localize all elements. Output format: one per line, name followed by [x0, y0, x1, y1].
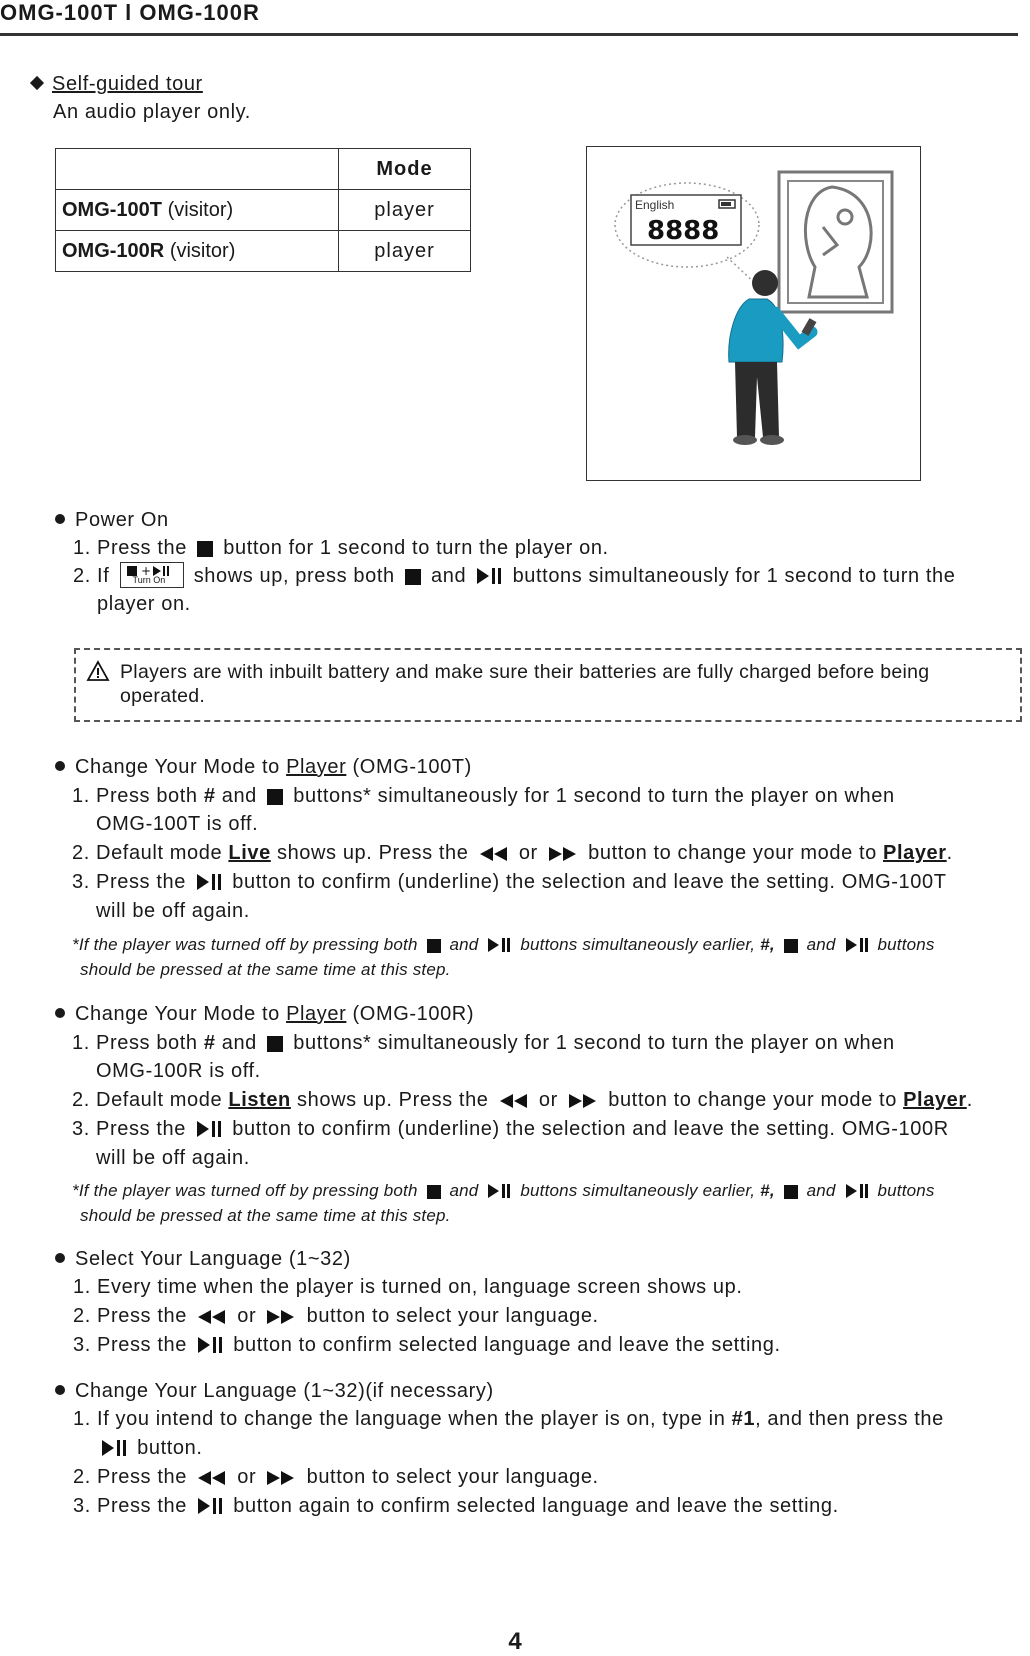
fast-forward-icon — [567, 1092, 599, 1110]
power-on-step-1: 1. Press the button for 1 second to turn the player on. — [73, 537, 609, 559]
table-row — [56, 190, 471, 231]
play-pause-icon — [486, 1182, 512, 1200]
stop-button-icon — [266, 1035, 284, 1053]
play-pause-icon — [486, 936, 512, 954]
table-header-row — [56, 149, 471, 190]
rewind-icon — [196, 1469, 228, 1487]
fast-forward-icon — [547, 845, 579, 863]
mode-100r-step-2: 2. Default mode Listen shows up. Press the or button to change your mode to Player. — [72, 1089, 973, 1111]
play-pause-icon — [844, 936, 870, 954]
play-pause-icon — [100, 1438, 128, 1458]
table-row — [56, 231, 471, 272]
warning-line-1: Players are with inbuilt battery and make sure their batteries are fully charged before being — [120, 661, 930, 683]
stop-button-icon — [266, 788, 284, 806]
play-pause-icon — [195, 1119, 223, 1139]
table-cell-mode: player — [339, 231, 471, 272]
play-pause-icon — [195, 872, 223, 892]
mode-100t-footnote-cont: should be pressed at the same time at this step. — [80, 960, 451, 979]
power-on-step-2: 2. If + Turn On shows up, press both and buttons simultaneously for 1 second to turn the — [73, 564, 956, 587]
rewind-icon — [498, 1092, 530, 1110]
select-language-heading: Select Your Language (1~32) — [55, 1245, 351, 1273]
warning-line-2: operated. — [120, 685, 206, 707]
mode-100t-step-1: 1. Press both # and buttons* simultaneously for 1 second to turn the player on when — [72, 785, 895, 807]
change-language-step-1-cont: button. — [97, 1434, 203, 1462]
rewind-icon — [478, 845, 510, 863]
power-on-heading: Power On — [55, 506, 169, 534]
mode-100t-step-1-cont: OMG-100T is off. — [96, 813, 259, 835]
table-cell-model: OMG-100T (visitor) — [56, 190, 339, 231]
mode-100t-step-3-cont: will be off again. — [96, 900, 250, 922]
select-language-step-1: 1. Every time when the player is turned on, language screen shows up. — [73, 1276, 743, 1298]
power-on-step-2-cont: player on. — [97, 593, 191, 615]
bullet-icon — [55, 514, 65, 524]
diamond-bullet-icon — [30, 76, 44, 90]
mode-100t-heading: Change Your Mode to Player (OMG-100T) — [55, 753, 472, 781]
play-pause-icon — [475, 566, 503, 586]
change-language-heading: Change Your Language (1~32)(if necessary) — [55, 1377, 494, 1405]
svg-text:+: + — [140, 564, 152, 578]
table-cell-model: OMG-100R (visitor) — [56, 231, 339, 272]
select-language-step-3: 3. Press the button to confirm selected language and leave the setting. — [73, 1334, 781, 1356]
stop-button-icon — [426, 1184, 442, 1200]
mode-100t-step-2: 2. Default mode Live shows up. Press the or button to change your mode to Player. — [72, 842, 953, 864]
visitor-with-player-image — [587, 147, 920, 480]
bullet-icon — [55, 1253, 65, 1263]
bullet-icon — [55, 1385, 65, 1395]
screen-language: English — [635, 198, 675, 212]
warning-icon — [86, 660, 110, 682]
table-cell-empty — [56, 149, 339, 190]
screen-digits: 8888 — [647, 216, 720, 246]
table-cell-mode: player — [339, 190, 471, 231]
turn-on-label: Turn On — [132, 575, 166, 585]
change-language-step-3: 3. Press the button again to confirm selected language and leave the setting. — [73, 1495, 839, 1517]
select-language-step-2: 2. Press the or button to select your language. — [73, 1305, 599, 1327]
stop-button-icon — [783, 1184, 799, 1200]
tour-subtitle: An audio player only. — [53, 101, 251, 123]
stop-button-icon — [196, 540, 214, 558]
change-language-step-1: 1. If you intend to change the language when the player is on, type in #1, and then press the — [73, 1408, 944, 1430]
fast-forward-icon — [265, 1469, 297, 1487]
stop-button-icon — [783, 938, 799, 954]
mode-100r-step-3: 3. Press the button to confirm (underline) the selection and leave the setting. OMG-100R — [72, 1118, 949, 1140]
tour-heading-text: Self-guided tour — [52, 73, 203, 95]
header-divider — [0, 33, 1018, 36]
bullet-icon — [55, 1008, 65, 1018]
mode-100r-footnote-cont: should be pressed at the same time at this step. — [80, 1206, 451, 1225]
play-pause-icon — [196, 1335, 224, 1355]
play-pause-icon — [196, 1496, 224, 1516]
mode-100r-heading: Change Your Mode to Player (OMG-100R) — [55, 1000, 474, 1028]
mode-table — [55, 148, 471, 272]
mode-100t-footnote: *If the player was turned off by pressing both and buttons simultaneously earlier, #, and buttons — [72, 935, 935, 954]
change-language-step-2: 2. Press the or button to select your language. — [73, 1466, 599, 1488]
mode-100r-step-3-cont: will be off again. — [96, 1147, 250, 1169]
rewind-icon — [196, 1308, 228, 1326]
fast-forward-icon — [265, 1308, 297, 1326]
tour-heading — [32, 70, 203, 98]
page-header-title: OMG-100T l OMG-100R — [0, 0, 260, 25]
stop-button-icon — [404, 568, 422, 586]
table-header-mode: Mode — [339, 149, 471, 190]
mode-100t-step-3: 3. Press the button to confirm (underline) the selection and leave the setting. OMG-100T — [72, 871, 947, 893]
visitor-illustration — [586, 146, 921, 481]
play-pause-icon — [844, 1182, 870, 1200]
page-number: 4 — [508, 1628, 522, 1655]
bullet-icon — [55, 761, 65, 771]
stop-button-icon — [426, 938, 442, 954]
mode-100r-footnote: *If the player was turned off by pressing both and buttons simultaneously earlier, #, and buttons — [72, 1181, 935, 1200]
turn-on-indicator — [120, 562, 184, 588]
mode-100r-step-1-cont: OMG-100R is off. — [96, 1060, 261, 1082]
mode-100r-step-1: 1. Press both # and buttons* simultaneously for 1 second to turn the player on when — [72, 1032, 895, 1054]
